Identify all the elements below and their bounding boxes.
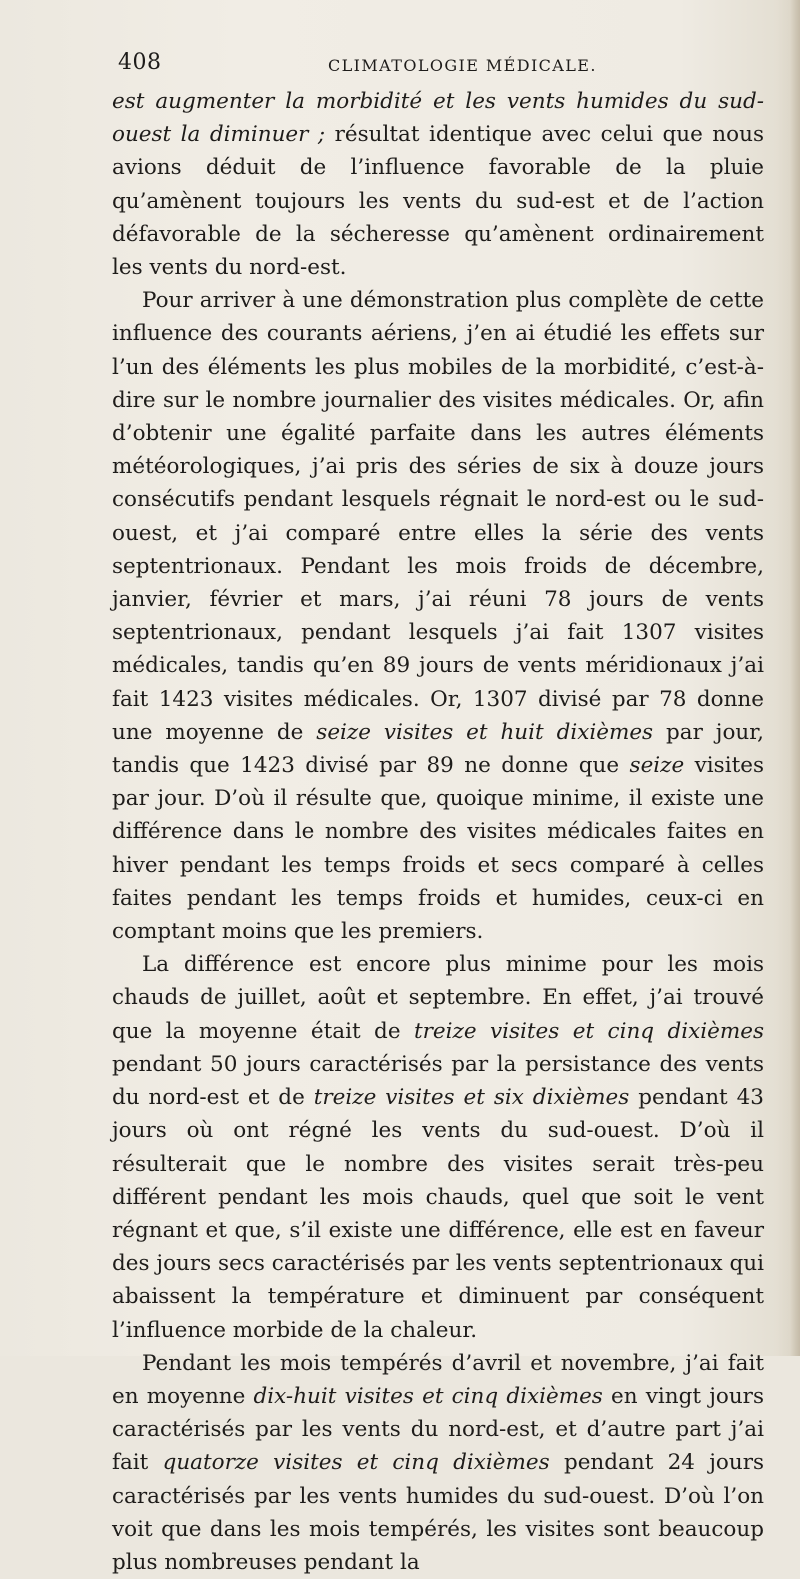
text-run: visites par jour. D’où il résulte que, quoique minime, il existe une différence dans le nombre des visites médicales faites en hiver pendant les temps froids et secs comparé à celles faites pendant les temps froids et humides, ceux-ci en comptant moins que les premiers.: [112, 753, 764, 945]
text-run-italic: treize visites et cinq dixièmes: [413, 1018, 764, 1044]
text-run-italic: est augmenter la morbidité et les vents humides du sud-ouest la diminuer ;: [112, 89, 764, 148]
text-run: en vingt jours caractérisés par les vents du nord-est, et d’autre part j’ai fait: [112, 1383, 764, 1476]
running-title: CLIMATOLOGIE MÉDICALE.: [328, 56, 597, 75]
text-run: La différence est encore plus minime pour les mois chauds de juillet, août et septembre. En effet, j’ai trouvé que la moyenne était de: [112, 952, 764, 1044]
text-run-italic: seize: [629, 753, 685, 779]
paragraph: [112, 284, 764, 948]
text-run: pendant 43 jours où ont régné les vents du sud-ouest. D’où il résulterait que le nombre des visites serait très-peu différent pendant les mois chauds, quel que soit le vent régnant et que, s’il existe une différence, elle est en faveur des jours secs caractérisés par les vents septentrionaux qui abaissent la température et diminuent par conséquent l’influence morbide de la chaleur.: [112, 1085, 764, 1343]
text-run: pendant 24 jours caractérisés par les vents humides du sud-ouest. D’où l’on voit que dans les mois tempérés, les visites sont beaucoup plus nombreuses pendant la: [112, 1450, 765, 1575]
text-run: par jour, tandis que 1423 divisé par 89 ne donne que: [112, 719, 765, 779]
paragraph: [112, 85, 764, 284]
text-run: Pendant les mois tempérés d’avril et novembre, j’ai fait en moyenne: [112, 1350, 764, 1409]
text-run-italic: quatorze visites et cinq dixièmes: [162, 1450, 550, 1476]
page-edge-shadow: [790, 0, 800, 1356]
text-run-italic: seize visites et huit dixièmes: [316, 719, 654, 745]
text-run-italic: dix-huit visites et cinq dixièmes: [253, 1383, 603, 1409]
text-run: Pour arriver à une démonstration plus complète de cette influence des courants aériens, j’en ai étudié les effets sur l’un des éléments les plus mobiles de la morbidité, c’est-à-dire sur le nombre journalier des visites médicales. Or, afin d’obtenir une égalité parfaite dans les autres éléments météorologiques, j’ai pris des séries de six à douze jours consécutifs pendant lesquels régnait le nord-est ou le sud-ouest, et j’ai comparé entre elles la série des vents septentrionaux. Pendant les mois froids de décembre, janvier, février et mars, j’ai réuni 78 jours de vents septentrionaux, pendant lesquels j’ai fait 1307 visites médicales, tandis qu’en 89 jours de vents méridionaux j’ai fait 1423 visites médicales. Or, 1307 divisé par 78 donne une moyenne de: [112, 288, 764, 745]
paragraph: [112, 948, 764, 1346]
text-run-italic: treize visites et six dixièmes: [313, 1085, 630, 1111]
body-text: [112, 85, 764, 1579]
paragraph: [112, 1347, 764, 1579]
page-number: 408: [118, 50, 162, 75]
text-run: résultat identique avec celui que nous avions déduit de l’influence favorable de la pluie qu’amènent toujours les vents du sud-est et de l’action défavorable de la sécheresse qu’amènent ordinairement les vents du nord-est.: [112, 122, 764, 281]
text-run: pendant 50 jours caractérisés par la persistance des vents du nord-est et de: [112, 1051, 764, 1111]
page-header: [118, 50, 763, 84]
